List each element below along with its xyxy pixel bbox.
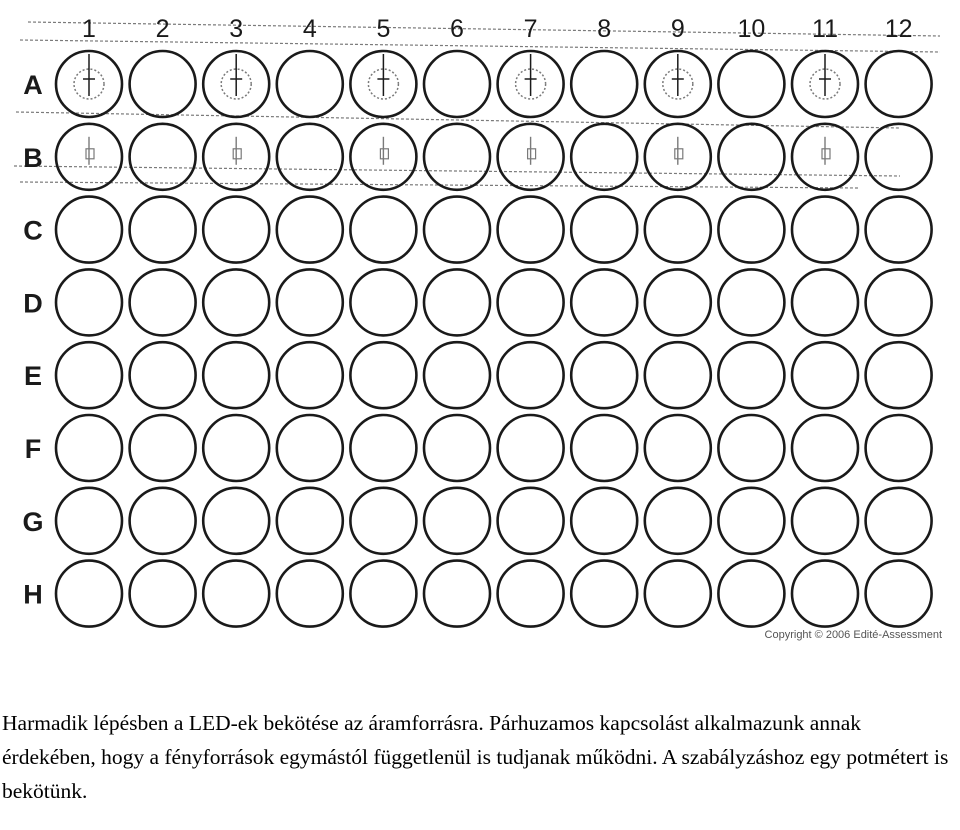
row-label: C: [23, 215, 43, 246]
well: [645, 269, 711, 335]
column-label: 2: [155, 15, 170, 43]
well: [424, 197, 490, 263]
well: [424, 488, 490, 554]
wells-grid: [56, 51, 932, 627]
well: [56, 269, 122, 335]
well: [56, 488, 122, 554]
well: [718, 124, 784, 190]
column-label: 11: [812, 15, 838, 43]
well: [718, 415, 784, 481]
connector-mark: [675, 149, 683, 159]
well: [571, 561, 637, 627]
well: [130, 488, 196, 554]
well: [277, 124, 343, 190]
row-label: A: [23, 70, 43, 100]
well: [130, 51, 196, 117]
caption-text: Harmadik lépésben a LED-ek bekötése az áramforrásra. Párhuzamos kapcsolást alkalmazunk annak érdekében, hogy a fényforrások egymástól függetlenül is tudjanak működni. A szabályzáshoz egy potmétert is bekötünk.: [2, 711, 949, 803]
well: [130, 561, 196, 627]
well: [645, 488, 711, 554]
well: [277, 415, 343, 481]
well: [424, 269, 490, 335]
well: [718, 51, 784, 117]
well: [130, 269, 196, 335]
well: [571, 415, 637, 481]
well: [56, 415, 122, 481]
well: [203, 342, 269, 408]
copyright-notice: Copyright © 2006 Edité-Assessment: [764, 629, 942, 641]
column-label: 8: [597, 15, 612, 43]
well: [571, 269, 637, 335]
well: [498, 342, 564, 408]
connector-mark: [822, 149, 830, 159]
well: [645, 342, 711, 408]
well: [56, 197, 122, 263]
well: [498, 561, 564, 627]
well: [424, 561, 490, 627]
well: [866, 415, 932, 481]
connector-mark: [233, 149, 241, 159]
well: [350, 197, 416, 263]
connector-mark: [380, 149, 388, 159]
well: [792, 488, 858, 554]
well: [866, 269, 932, 335]
column-label: 7: [523, 15, 538, 43]
well: [277, 269, 343, 335]
well: [792, 197, 858, 263]
well: [424, 415, 490, 481]
well: [130, 342, 196, 408]
well: [718, 488, 784, 554]
column-label: 9: [670, 15, 685, 43]
column-label: 1: [82, 15, 96, 43]
well: [277, 342, 343, 408]
column-label: 3: [229, 15, 244, 43]
well: [792, 415, 858, 481]
well: [130, 197, 196, 263]
well: [424, 51, 490, 117]
well: [203, 269, 269, 335]
well: [277, 197, 343, 263]
well: [350, 561, 416, 627]
well: [350, 415, 416, 481]
well: [130, 124, 196, 190]
well: [498, 415, 564, 481]
column-label: 12: [884, 15, 913, 43]
well: [424, 342, 490, 408]
well: [130, 415, 196, 481]
well: [277, 561, 343, 627]
column-label: 10: [737, 15, 766, 43]
well: [350, 342, 416, 408]
well: [792, 342, 858, 408]
well: [645, 197, 711, 263]
well: [56, 561, 122, 627]
well: [866, 488, 932, 554]
column-label: 5: [376, 15, 391, 43]
well: [571, 51, 637, 117]
well: [718, 197, 784, 263]
well: [277, 488, 343, 554]
row-label: G: [22, 506, 44, 537]
well: [792, 269, 858, 335]
row-label: E: [23, 361, 43, 392]
well: [866, 342, 932, 408]
well: [498, 197, 564, 263]
well: [350, 269, 416, 335]
column-label: 6: [450, 15, 464, 43]
well: [718, 269, 784, 335]
well: [645, 561, 711, 627]
connector-mark: [528, 149, 536, 159]
row-labels: [22, 70, 43, 610]
row-label: B: [23, 142, 43, 173]
well: [498, 269, 564, 335]
well: [718, 561, 784, 627]
row-label: D: [23, 288, 43, 319]
well: [866, 124, 932, 190]
well: [277, 51, 343, 117]
well: [203, 415, 269, 481]
well: [866, 51, 932, 117]
well: [571, 488, 637, 554]
column-label: 4: [302, 15, 317, 43]
well: [571, 124, 637, 190]
well: [866, 561, 932, 627]
well: [571, 197, 637, 263]
well: [203, 488, 269, 554]
well: [424, 124, 490, 190]
well: [792, 561, 858, 627]
well: [350, 488, 416, 554]
wire-line: [14, 166, 900, 176]
row-label: H: [23, 579, 43, 610]
well: [203, 561, 269, 627]
well: [866, 197, 932, 263]
well: [645, 415, 711, 481]
well: [203, 197, 269, 263]
well: [718, 342, 784, 408]
well: [56, 342, 122, 408]
well: [498, 488, 564, 554]
connector-mark: [86, 149, 94, 159]
row-label: F: [24, 434, 42, 464]
column-labels: [82, 15, 912, 43]
well: [571, 342, 637, 408]
